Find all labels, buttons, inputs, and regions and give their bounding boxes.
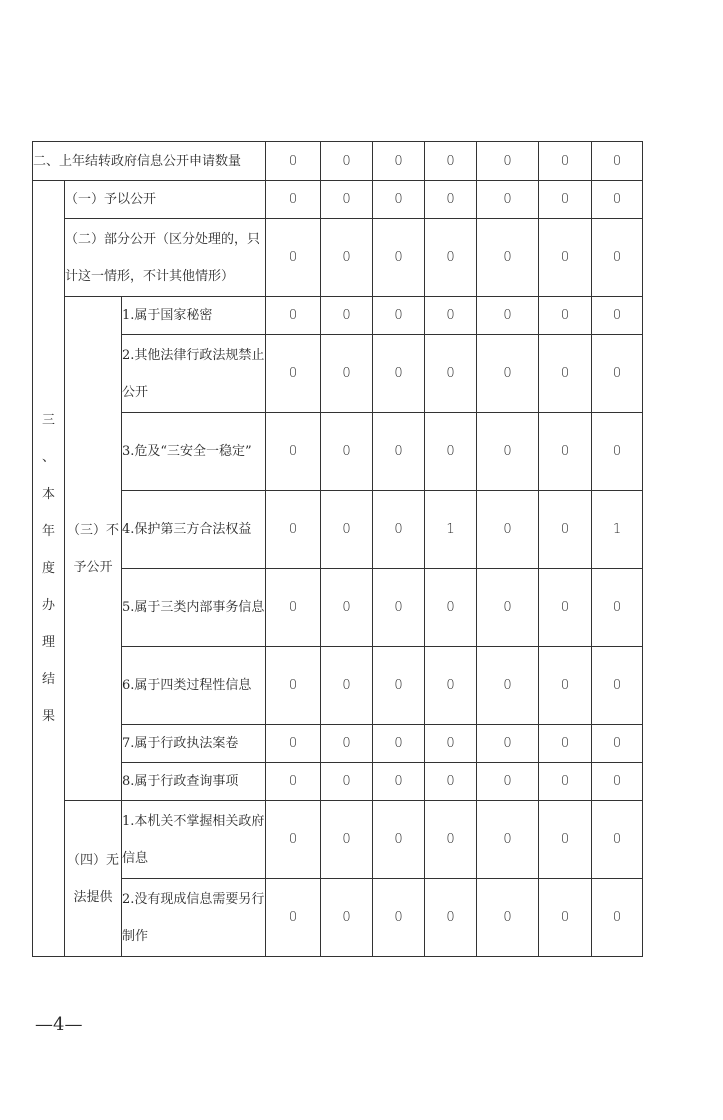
row-label: 6.属于四类过程性信息 <box>122 647 266 725</box>
cell-value: 0 <box>321 725 373 763</box>
cell-value: 0 <box>425 142 477 181</box>
cell-value: 0 <box>477 413 539 491</box>
cell-value: 0 <box>373 219 425 297</box>
cell-value: 0 <box>477 491 539 569</box>
cell-value: 0 <box>373 801 425 879</box>
cell-value: 0 <box>266 413 321 491</box>
cell-value: 0 <box>539 879 592 957</box>
cell-value: 0 <box>321 181 373 219</box>
cell-value: 0 <box>425 219 477 297</box>
cell-value: 0 <box>592 413 643 491</box>
cell-value: 0 <box>321 647 373 725</box>
label-char: 、 <box>41 450 55 465</box>
cell-value: 0 <box>266 569 321 647</box>
table-row <box>33 647 643 725</box>
cell-value: 0 <box>373 725 425 763</box>
table-row <box>33 491 643 569</box>
cell-value: 0 <box>592 569 643 647</box>
cell-value: 0 <box>321 569 373 647</box>
label-char: 三 <box>41 413 55 428</box>
cell-value: 0 <box>425 763 477 801</box>
label-char: 办 <box>41 598 55 613</box>
cell-value: 0 <box>477 219 539 297</box>
table-row <box>33 335 643 413</box>
cell-value: 0 <box>321 335 373 413</box>
cell-value: 0 <box>592 142 643 181</box>
cell-value: 0 <box>592 725 643 763</box>
cell-value: 0 <box>539 335 592 413</box>
cell-value: 0 <box>266 297 321 335</box>
cell-value: 0 <box>266 647 321 725</box>
cell-value: 0 <box>266 335 321 413</box>
cell-value: 0 <box>425 725 477 763</box>
cell-value: 0 <box>539 219 592 297</box>
row-label: （二）部分公开（区分处理的，只计这一情形，不计其他情形） <box>65 219 266 297</box>
cell-value: 0 <box>266 801 321 879</box>
cell-value: 0 <box>373 181 425 219</box>
row-label: 7.属于行政执法案卷 <box>122 725 266 763</box>
cell-value: 0 <box>592 181 643 219</box>
label-char: 理 <box>41 635 55 650</box>
cell-value: 0 <box>321 801 373 879</box>
cell-value: 0 <box>477 801 539 879</box>
cell-value: 0 <box>477 763 539 801</box>
cell-value: 0 <box>321 491 373 569</box>
cell-value: 0 <box>592 801 643 879</box>
label-char: 年 <box>41 524 55 539</box>
section3-label <box>33 181 65 957</box>
table-row <box>33 763 643 801</box>
cell-value: 0 <box>592 219 643 297</box>
row-label: 8.属于行政查询事项 <box>122 763 266 801</box>
cell-value: 0 <box>477 297 539 335</box>
cell-value: 0 <box>321 879 373 957</box>
cell-value: 0 <box>373 879 425 957</box>
cell-value: 0 <box>539 297 592 335</box>
cell-value: 0 <box>373 335 425 413</box>
row-label: 二、上年结转政府信息公开申请数量 <box>33 142 266 181</box>
cell-value: 0 <box>266 725 321 763</box>
cell-value: 0 <box>425 335 477 413</box>
cell-value: 0 <box>266 219 321 297</box>
cell-value: 0 <box>592 297 643 335</box>
cell-value: 0 <box>592 647 643 725</box>
cell-value: 1 <box>425 491 477 569</box>
cell-value: 0 <box>592 879 643 957</box>
cell-value: 0 <box>425 569 477 647</box>
cell-value: 1 <box>592 491 643 569</box>
table-row <box>33 219 643 297</box>
table-row <box>33 413 643 491</box>
cell-value: 0 <box>539 181 592 219</box>
cell-value: 0 <box>266 879 321 957</box>
cell-value: 0 <box>425 647 477 725</box>
row-label: 3.危及“三安全一稳定” <box>122 413 266 491</box>
group-label-withheld: （三）不予公开 <box>65 297 122 801</box>
cell-value: 0 <box>373 297 425 335</box>
row-label: （一）予以公开 <box>65 181 266 219</box>
label-char: 果 <box>41 709 55 724</box>
cell-value: 0 <box>539 142 592 181</box>
cell-value: 0 <box>373 413 425 491</box>
cell-value: 0 <box>477 647 539 725</box>
cell-value: 0 <box>321 219 373 297</box>
page-number: —4— <box>35 1014 83 1035</box>
cell-value: 0 <box>321 142 373 181</box>
cell-value: 0 <box>373 142 425 181</box>
cell-value: 0 <box>477 879 539 957</box>
cell-value: 0 <box>266 763 321 801</box>
cell-value: 0 <box>539 801 592 879</box>
cell-value: 0 <box>425 879 477 957</box>
row-label: 2.没有现成信息需要另行制作 <box>122 879 266 957</box>
table-row <box>33 879 643 957</box>
cell-value: 0 <box>477 181 539 219</box>
cell-value: 0 <box>373 569 425 647</box>
label-char: 结 <box>41 672 55 687</box>
cell-value: 0 <box>539 413 592 491</box>
row-label: 1.本机关不掌握相关政府信息 <box>122 801 266 879</box>
cell-value: 0 <box>477 569 539 647</box>
table-row <box>33 142 643 181</box>
cell-value: 0 <box>425 297 477 335</box>
row-label: 1.属于国家秘密 <box>122 297 266 335</box>
cell-value: 0 <box>539 491 592 569</box>
row-label: 4.保护第三方合法权益 <box>122 491 266 569</box>
cell-value: 0 <box>373 491 425 569</box>
table-row <box>33 569 643 647</box>
cell-value: 0 <box>266 491 321 569</box>
cell-value: 0 <box>373 647 425 725</box>
row-label: 5.属于三类内部事务信息 <box>122 569 266 647</box>
cell-value: 0 <box>425 181 477 219</box>
cell-value: 0 <box>266 181 321 219</box>
cell-value: 0 <box>539 763 592 801</box>
row-label: 2.其他法律行政法规禁止公开 <box>122 335 266 413</box>
group-label-unavailable: （四）无法提供 <box>65 801 122 957</box>
cell-value: 0 <box>539 725 592 763</box>
cell-value: 0 <box>539 647 592 725</box>
cell-value: 0 <box>266 142 321 181</box>
cell-value: 0 <box>373 763 425 801</box>
table-row <box>33 801 643 879</box>
table-row <box>33 181 643 219</box>
disclosure-statistics-table <box>32 141 643 957</box>
cell-value: 0 <box>477 142 539 181</box>
cell-value: 0 <box>539 569 592 647</box>
cell-value: 0 <box>321 763 373 801</box>
cell-value: 0 <box>321 413 373 491</box>
cell-value: 0 <box>592 335 643 413</box>
table-row <box>33 297 643 335</box>
cell-value: 0 <box>321 297 373 335</box>
cell-value: 0 <box>477 335 539 413</box>
cell-value: 0 <box>592 763 643 801</box>
cell-value: 0 <box>425 413 477 491</box>
label-char: 度 <box>41 561 55 576</box>
table-row <box>33 725 643 763</box>
label-char: 本 <box>41 487 55 502</box>
cell-value: 0 <box>477 725 539 763</box>
cell-value: 0 <box>425 801 477 879</box>
